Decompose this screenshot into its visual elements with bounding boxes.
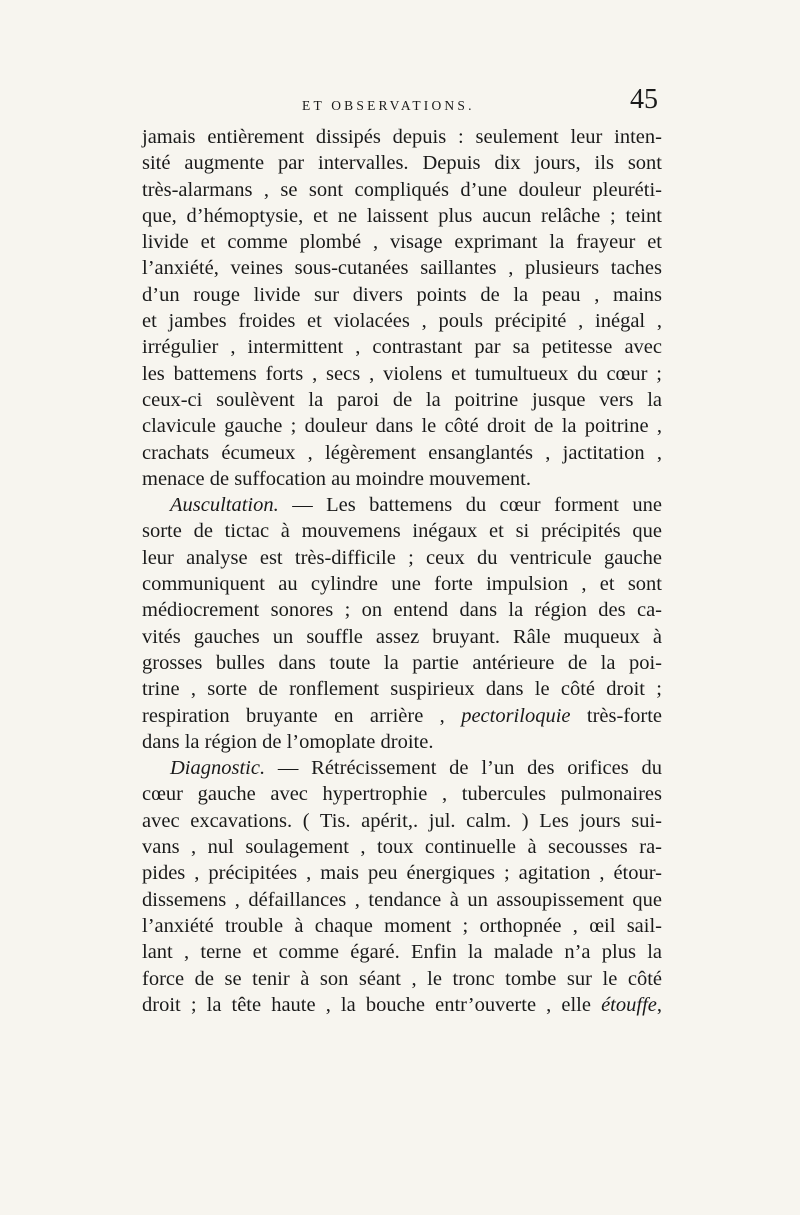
section-text: — Les battemens du cœur forment une: [278, 494, 662, 517]
text-line: [142, 703, 662, 729]
running-head: ET OBSERVATIONS.: [302, 98, 475, 113]
text-line: d’un rouge livide sur divers points de la peau , mains: [142, 283, 662, 306]
text-line: dissemens , défaillances , tendance à un assoupissement que: [142, 888, 662, 911]
text-line: livide et comme plombé , visage exprimant la frayeur et: [142, 231, 662, 254]
text-line: avec excavations. ( Tis. apérit,. jul. calm. ) Les jours sui-: [142, 809, 662, 832]
text-line: vans , nul soulagement , toux continuelle à secousses ra-: [142, 836, 662, 859]
body-text: [142, 124, 662, 1018]
text-line: menace de suffocation au moindre mouvement.: [142, 467, 531, 490]
text-line: [142, 492, 662, 518]
text-line: ceux-ci soulèvent la paroi de la poitrine jusque vers la: [142, 388, 662, 411]
text-line: que, d’hémoptysie, et ne laissent plus aucun relâche ; teint: [142, 204, 662, 227]
text-line: très-alarmans , se sont compliqués d’une douleur pleuréti-: [142, 178, 662, 201]
text-line: leur analyse est très-difficile ; ceux du ventricule gauche: [142, 546, 662, 569]
line-text-before: respiration bruyante en arrière ,: [142, 704, 462, 727]
section-label: Diagnostic.: [170, 757, 266, 780]
text-line: l’anxiété trouble à chaque moment ; orthopnée , œil sail-: [142, 914, 662, 937]
text-line: l’anxiété, veines sous-cutanées saillantes , plusieurs taches: [142, 257, 662, 280]
line-text-after: ,: [656, 993, 662, 1016]
text-line: dans la région de l’omoplate droite.: [142, 730, 434, 753]
text-line: pides , précipitées , mais peu énergiques ; agitation , étour-: [142, 862, 662, 885]
text-line: [142, 992, 662, 1018]
text-line: sorte de tictac à mouvemens inégaux et si précipités que: [142, 520, 662, 543]
text-line: crachats écumeux , légèrement ensanglantés , jactitation ,: [142, 441, 662, 464]
line-text-after: très-forte: [570, 704, 662, 727]
text-line: clavicule gauche ; douleur dans le côté droit de la poitrine ,: [142, 415, 662, 438]
line-text-before: droit ; la tête haute , la bouche entr’ouverte , elle: [142, 993, 602, 1016]
text-line: grosses bulles dans toute la partie antérieure de la poi-: [142, 651, 662, 674]
text-line: irrégulier , intermittent , contrastant par sa petitesse avec: [142, 336, 662, 359]
text-line: cœur gauche avec hypertrophie , tubercules pulmonaires: [142, 783, 662, 806]
text-line: force de se tenir à son séant , le tronc tombe sur le côté: [142, 967, 662, 990]
text-line: trine , sorte de ronflement suspirieux dans le côté droit ;: [142, 678, 662, 701]
italic-term: pectoriloquie: [461, 704, 571, 727]
section-label: Auscultation.: [170, 494, 279, 517]
text-line: jamais entièrement dissipés depuis : seulement leur inten-: [142, 126, 662, 148]
text-line: communiquent au cylindre une forte impulsion , et sont: [142, 573, 662, 596]
page-number: 45: [630, 84, 658, 115]
text-line: lant , terne et comme égaré. Enfin la malade n’a plus la: [142, 941, 662, 964]
text-line: les battemens forts , secs , violens et tumultueux du cœur ;: [142, 362, 662, 385]
section-text: — Rétrécissement de l’un des orifices du: [265, 757, 662, 780]
text-line: sité augmente par intervalles. Depuis dix jours, ils sont: [142, 152, 662, 175]
text-line: et jambes froides et violacées , pouls précipité , inégal ,: [142, 310, 662, 333]
text-line: [142, 755, 662, 781]
text-line: vités gauches un souffle assez bruyant. Râle muqueux à: [142, 625, 662, 648]
italic-term: étouffe: [601, 993, 657, 1016]
text-line: médiocrement sonores ; on entend dans la région des ca-: [142, 599, 662, 622]
